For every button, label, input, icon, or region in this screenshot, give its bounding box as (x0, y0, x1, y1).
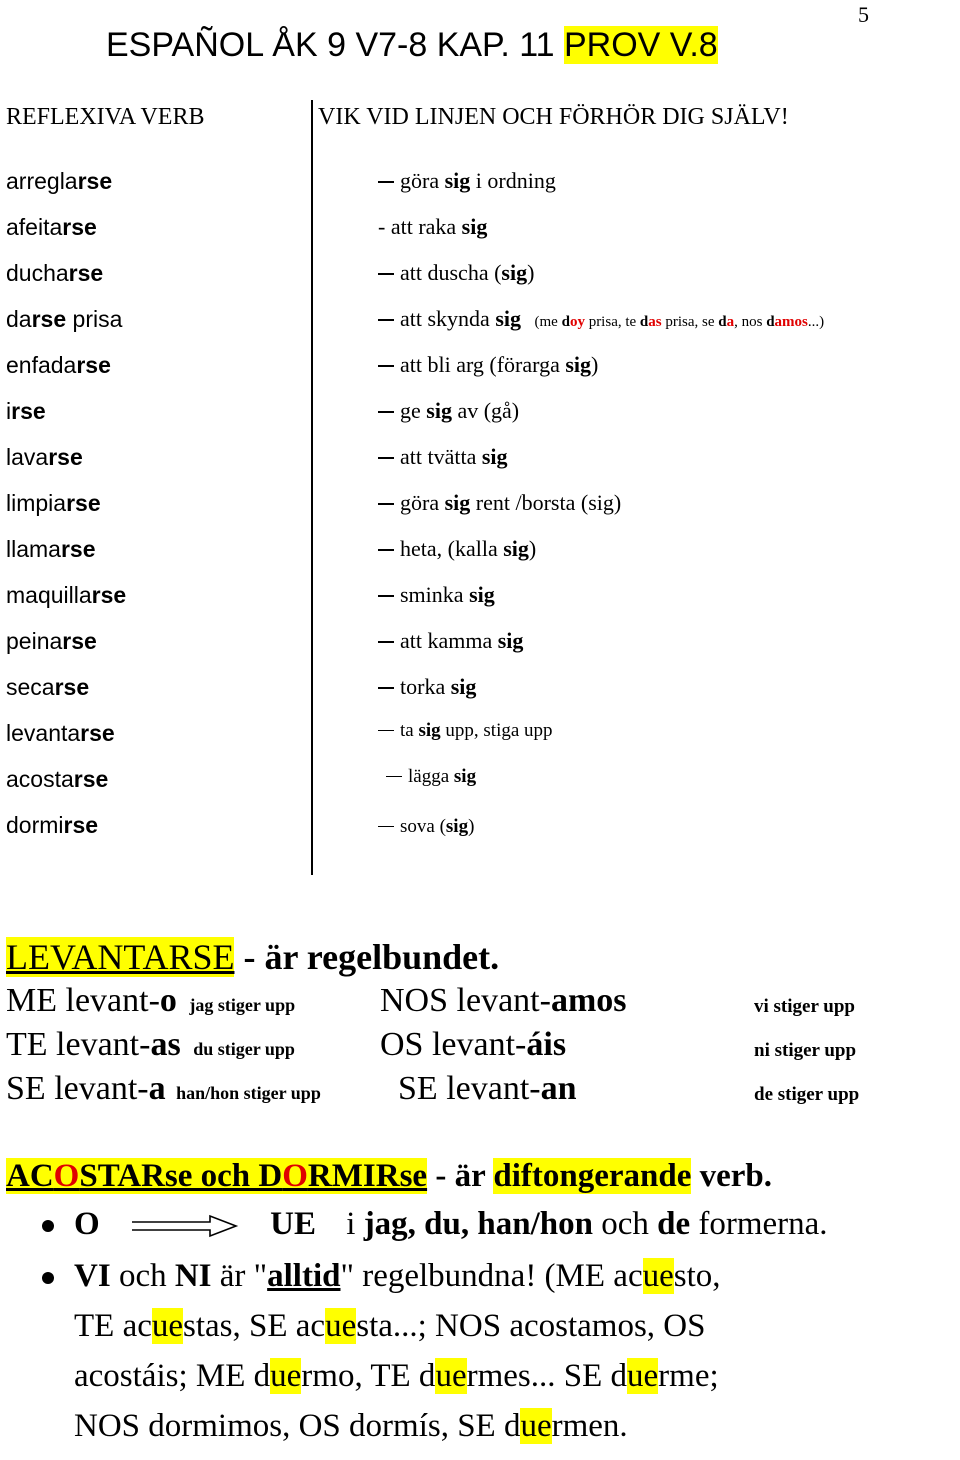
conj-row: TE levant-as du stiger upp (6, 1026, 295, 1063)
translation-list (378, 168, 824, 862)
translation-row: göra sig i ordning (378, 168, 824, 214)
verb-row: maquillarse (6, 582, 127, 608)
bullet (42, 1220, 54, 1232)
translation-row: heta, (kalla sig) (378, 536, 824, 582)
page-title (106, 26, 718, 65)
levantarse-heading: LEVANTARSE - är regelbundet. (6, 937, 500, 977)
bullet (42, 1272, 54, 1284)
translation-row: att kamma sig (378, 628, 824, 674)
verb-row: limpiarse (6, 490, 101, 516)
conj-row: OS levant-áis (380, 1026, 567, 1063)
translation-row: torka sig (378, 674, 824, 720)
diphthong-heading: ACOSTARse och DORMIRse - är diftongerande verb. (6, 1158, 773, 1194)
translation-row: ge sig av (gå) (378, 398, 824, 444)
verb-list (6, 168, 126, 858)
verb-row: peinarse (6, 628, 97, 654)
verb-row: acostarse (6, 766, 109, 792)
verb-row: dormirse (6, 812, 99, 838)
translation-row: att skynda sig (me doy prisa, te das prisa, se da, nos damos...) (378, 306, 824, 352)
translation-row: att duscha (sig) (378, 260, 824, 306)
translation-row: att tvätta sig (378, 444, 824, 490)
verb-row: lavarse (6, 444, 83, 470)
verb-row: irse (6, 398, 46, 424)
verb-row: afeitarse (6, 214, 97, 240)
verb-row: darse prisa (6, 306, 123, 332)
conj-row: NOS levant-amos (380, 982, 627, 1019)
verb-row: levantarse (6, 720, 115, 746)
translation-row: att bli arg (förarga sig) (378, 352, 824, 398)
verb-row: ducharse (6, 260, 104, 286)
conj-translation: vi stiger upp (754, 996, 856, 1017)
diphthong-title: ACOSTARse och DORMIRse (6, 1158, 428, 1194)
verb-row: llamarse (6, 536, 96, 562)
bullet-line-5: NOS dormimos, OS dormís, SE duermen. (74, 1408, 628, 1444)
verb-row: secarse (6, 674, 90, 700)
section-header-right: VIK VID LINJEN OCH FÖRHÖR DIG SJÄLV! (318, 104, 789, 130)
conj-translation: ni stiger upp (754, 1040, 857, 1061)
bullet-line-1: O UE i jag, du, han/hon och de formerna. (74, 1206, 828, 1242)
verb-row: enfadarse (6, 352, 111, 378)
translation-note: (me doy prisa, te das prisa, se da, nos damos...) (534, 314, 825, 330)
translation-row: sova (sig) (378, 812, 824, 862)
section-header-left: REFLEXIVA VERB (6, 104, 205, 130)
conj-translation: de stiger upp (754, 1084, 860, 1105)
bullet-line-4: acostáis; ME duermo, TE duermes... SE duerme; (74, 1358, 719, 1394)
translation-row: sminka sig (378, 582, 824, 628)
levantarse-title: LEVANTARSE (6, 937, 235, 977)
translation-row: lägga sig (378, 766, 824, 812)
bullet-line-3: TE acuestas, SE acuesta...; NOS acostamos, OS (74, 1308, 706, 1344)
conj-row: SE levant-an (398, 1070, 577, 1107)
title-highlight: PROV V.8 (564, 26, 718, 64)
translation-row: - att raka sig (378, 214, 488, 239)
fold-line (311, 100, 313, 875)
bullet-line-2: VI och NI är "alltid" regelbundna! (ME acuesto, (74, 1258, 721, 1294)
translation-row: ta sig upp, stiga upp (378, 720, 824, 766)
conj-row: ME levant-o jag stiger upp (6, 982, 296, 1019)
conj-row: SE levant-a han/hon stiger upp (6, 1070, 321, 1107)
verb-row: arreglarse (6, 168, 113, 194)
page-number: 5 (858, 2, 869, 27)
translation-row: göra sig rent /borsta (sig) (378, 490, 824, 536)
arrow-right-icon (130, 1214, 240, 1238)
title-text: ESPAÑOL ÅK 9 V7-8 KAP. 11 (106, 26, 564, 64)
